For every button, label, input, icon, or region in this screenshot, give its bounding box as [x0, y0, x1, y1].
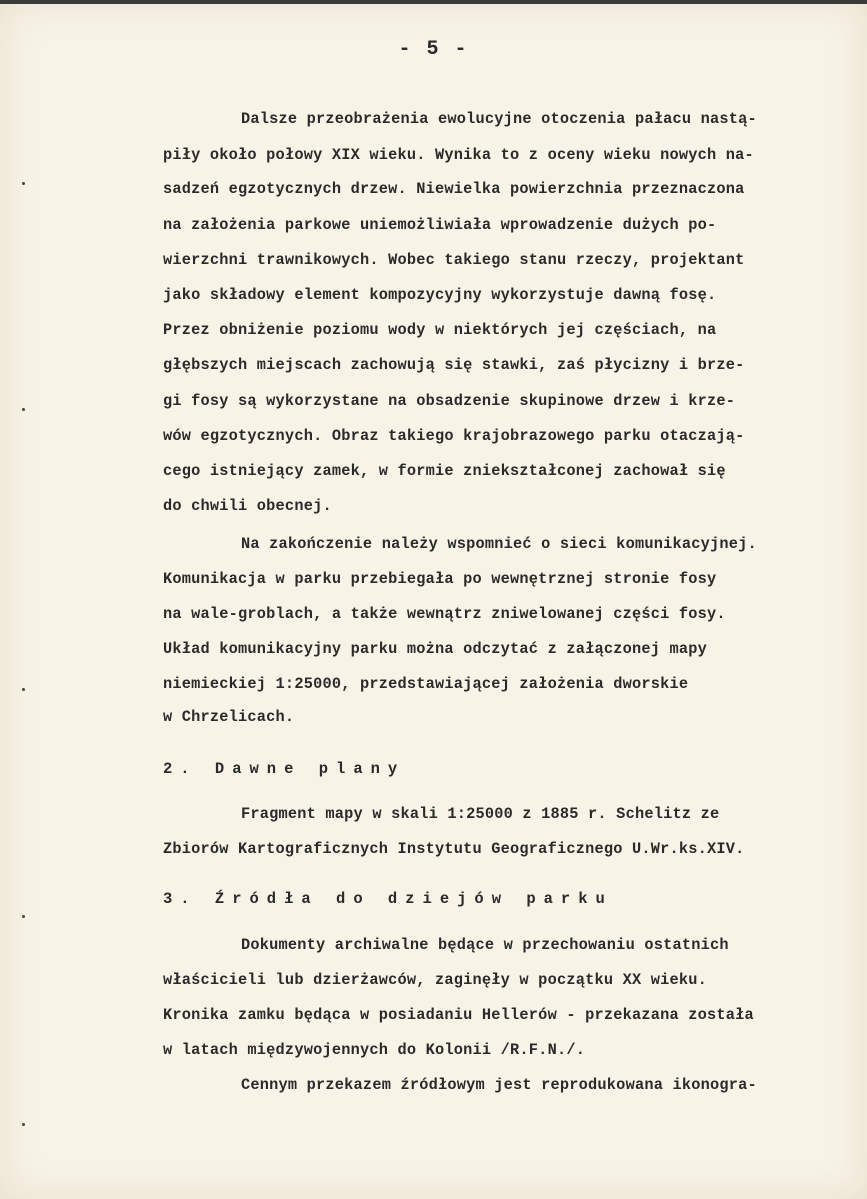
- text-line: Dokumenty archiwalne będące w przechowaniu ostatnich: [241, 936, 729, 954]
- scan-top-edge: [0, 0, 867, 4]
- text-line: w latach międzywojennych do Kolonii /R.F.N./.: [163, 1041, 586, 1059]
- margin-dot: [22, 915, 25, 918]
- text-line: Cennym przekazem źródłowym jest reprodukowana ikonogra-: [241, 1076, 757, 1094]
- section-heading: 2. Dawne plany: [163, 760, 406, 778]
- text-line: głębszych miejscach zachowują się stawki, zaś płycizny i brze-: [163, 356, 745, 374]
- text-line: właścicieli lub dzierżawców, zaginęły w początku XX wieku.: [163, 971, 708, 989]
- text-line: Dalsze przeobrażenia ewolucyjne otoczenia pałacu nastą-: [241, 110, 757, 128]
- text-line: na założenia parkowe uniemożliwiała wprowadzenie dużych po-: [163, 216, 717, 234]
- text-line: sadzeń egzotycznych drzew. Niewielka powierzchnia przeznaczona: [163, 180, 745, 198]
- margin-dot: [22, 1123, 25, 1126]
- page-number: - 5 -: [398, 38, 469, 61]
- text-line: Układ komunikacyjny parku można odczytać z załączonej mapy: [163, 640, 708, 658]
- text-line: Komunikacja w parku przebiegała po wewnętrznej stronie fosy: [163, 570, 717, 588]
- margin-dot: [22, 182, 25, 185]
- text-line: piły około połowy XIX wieku. Wynika to z oceny wieku nowych na-: [163, 146, 754, 164]
- text-line: niemieckiej 1:25000, przedstawiającej założenia dworskie: [163, 675, 689, 693]
- text-line: jako składowy element kompozycyjny wykorzystuje dawną fosę.: [163, 286, 717, 304]
- text-line: wierzchni trawnikowych. Wobec takiego stanu rzeczy, projektant: [163, 251, 745, 269]
- margin-dot: [22, 408, 25, 411]
- text-line: w Chrzelicach.: [163, 708, 295, 726]
- text-line: Zbiorów Kartograficznych Instytutu Geograficznego U.Wr.ks.XIV.: [163, 840, 745, 858]
- text-line: wów egzotycznych. Obraz takiego krajobrazowego parku otaczają-: [163, 427, 745, 445]
- text-line: Na zakończenie należy wspomnieć o sieci komunikacyjnej.: [241, 535, 757, 553]
- text-line: Przez obniżenie poziomu wody w niektórych jej częściach, na: [163, 321, 717, 339]
- text-line: cego istniejący zamek, w formie zniekształconej zachował się: [163, 462, 726, 480]
- text-line: do chwili obecnej.: [163, 497, 332, 515]
- margin-dot: [22, 688, 25, 691]
- text-line: na wale-groblach, a także wewnątrz zniwelowanej części fosy.: [163, 605, 726, 623]
- text-line: Fragment mapy w skali 1:25000 z 1885 r. Schelitz ze: [241, 805, 720, 823]
- text-line: gi fosy są wykorzystane na obsadzenie skupinowe drzew i krze-: [163, 392, 736, 410]
- section-heading: 3. Źródła do dziejów parku: [163, 890, 613, 908]
- text-line: Kronika zamku będąca w posiadaniu Hellerów - przekazana została: [163, 1006, 754, 1024]
